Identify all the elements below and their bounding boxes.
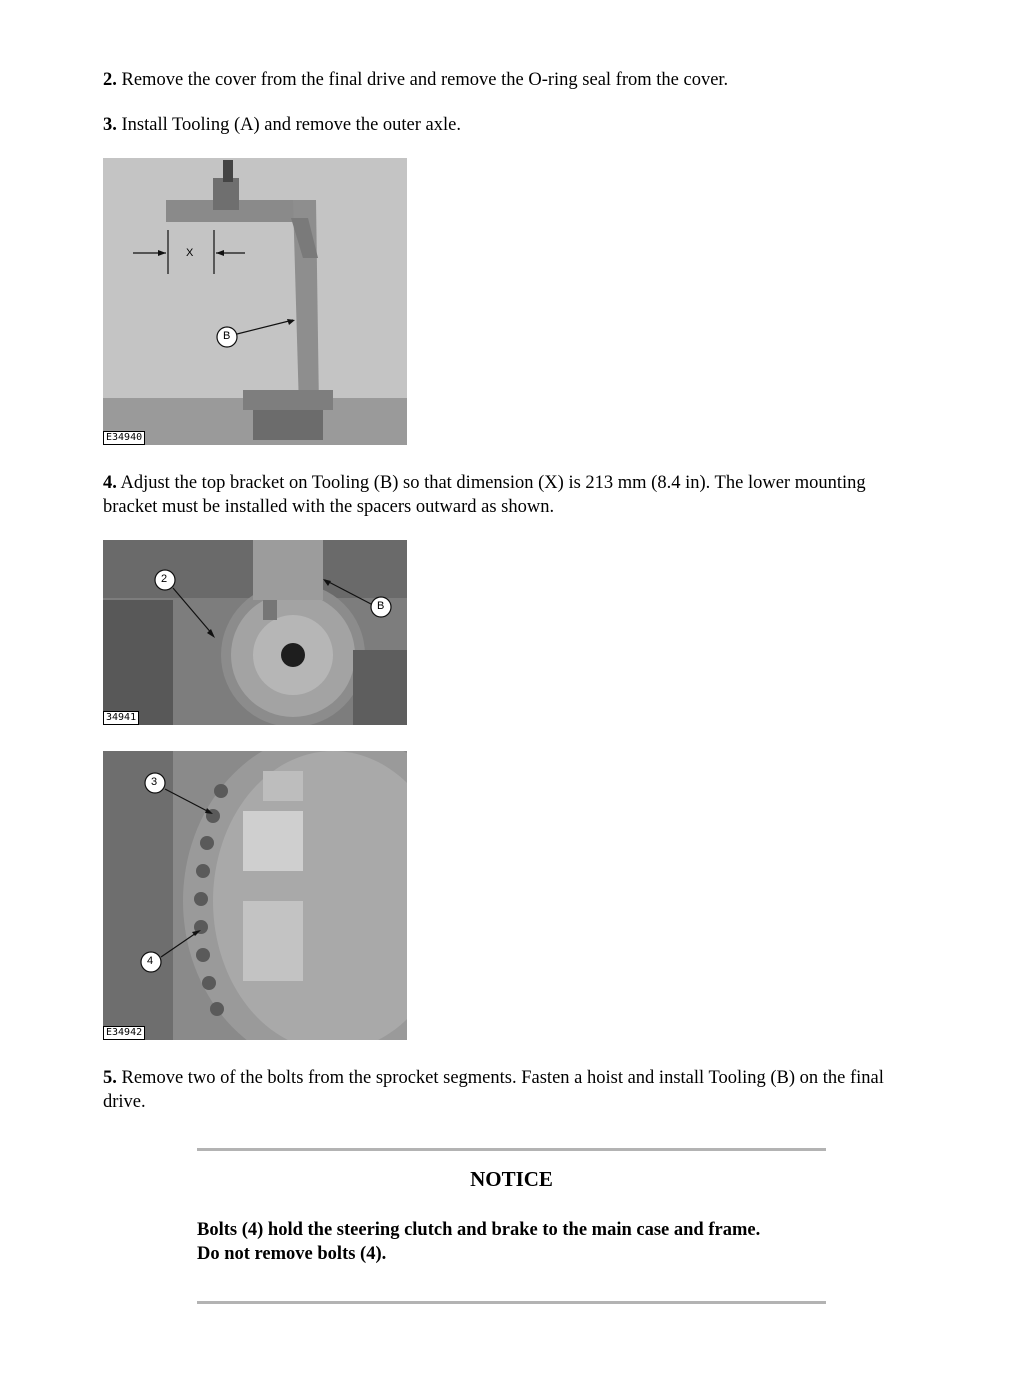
step-number: 3. xyxy=(103,115,117,135)
figure-id: E34942 xyxy=(103,1026,145,1040)
notice-line-1: Bolts (4) hold the steering clutch and brake to the main case and frame. xyxy=(197,1220,761,1240)
step-4 xyxy=(103,471,923,519)
callout-b-label: B xyxy=(223,330,231,342)
figure-sprocket-bolts xyxy=(103,751,407,1040)
tooling-bracket-illustration xyxy=(103,158,407,445)
sprocket-tooling-illustration xyxy=(103,540,407,725)
notice-bottom-rule xyxy=(197,1301,826,1304)
step-number: 5. xyxy=(103,1068,117,1088)
step-text: Adjust the top bracket on Tooling (B) so that dimension (X) is 213 mm (8.4 in). The lower mounting bracket must be installed with the spacers outward as shown. xyxy=(103,473,866,517)
callout-b-label: B xyxy=(377,600,385,612)
notice-line-2: Do not remove bolts (4). xyxy=(197,1244,387,1264)
step-2 xyxy=(103,68,923,92)
step-3 xyxy=(103,113,923,137)
figure-id: E34940 xyxy=(103,431,145,445)
step-text: Install Tooling (A) and remove the outer axle. xyxy=(121,115,461,135)
sprocket-bolts-illustration xyxy=(103,751,407,1040)
notice-title: NOTICE xyxy=(470,1167,553,1191)
step-text: Remove the cover from the final drive and remove the O-ring seal from the cover. xyxy=(121,70,729,90)
notice-body xyxy=(197,1218,837,1266)
step-text: Remove two of the bolts from the sprocket segments. Fasten a hoist and install Tooling (B) on the final drive. xyxy=(103,1068,884,1112)
callout-2-label: 2 xyxy=(161,573,168,585)
step-number: 2. xyxy=(103,70,117,90)
figure-id: 34941 xyxy=(103,711,139,725)
callout-3-label: 3 xyxy=(151,776,158,788)
step-5 xyxy=(103,1066,923,1114)
step-number: 4. xyxy=(103,473,117,493)
figure-sprocket-tooling xyxy=(103,540,407,725)
callout-4-label: 4 xyxy=(147,955,154,967)
notice-top-rule xyxy=(197,1148,826,1151)
dimension-x-label: X xyxy=(186,247,194,259)
figure-tooling-bracket xyxy=(103,158,407,445)
